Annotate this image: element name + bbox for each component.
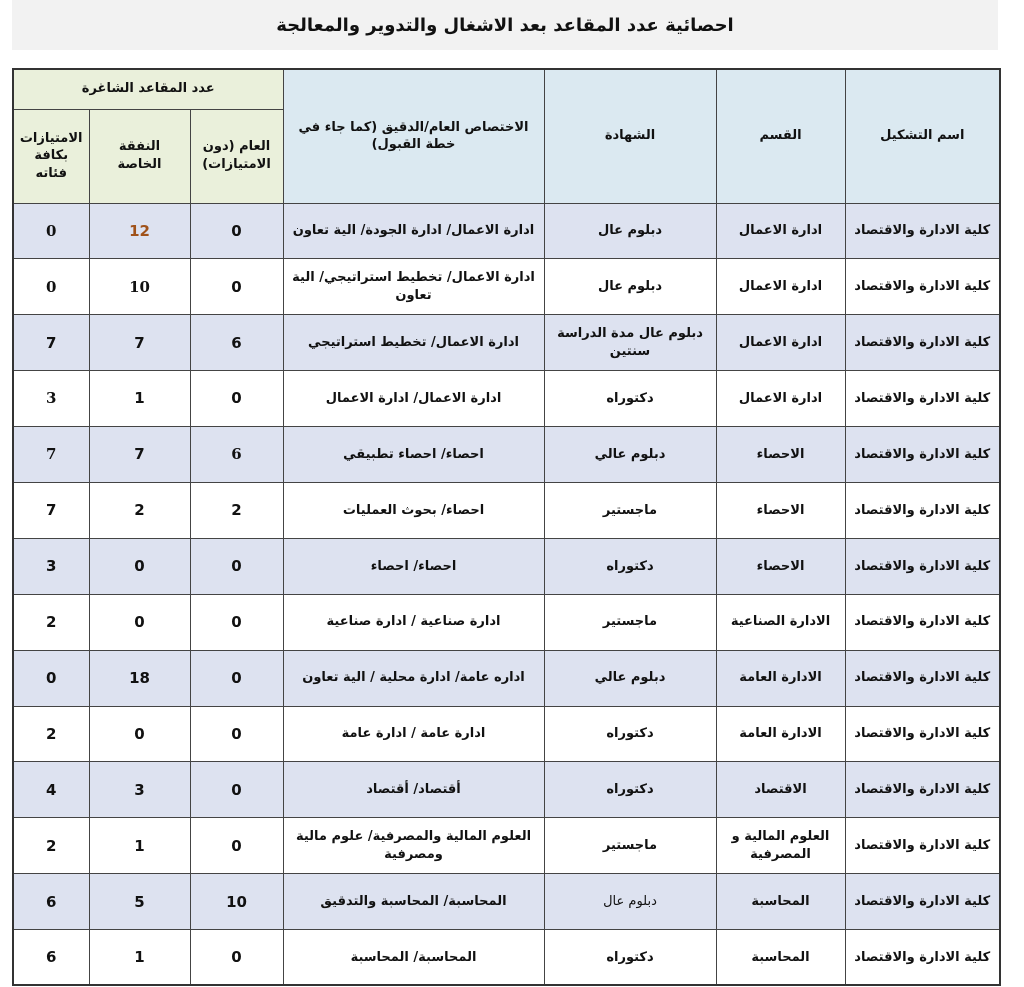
cell-general: 0 [190, 594, 283, 650]
cell-certificate: دكتوراه [544, 930, 716, 986]
cell-specialization: المحاسبة/ المحاسبة والتدقيق [283, 874, 544, 930]
cell-college: كلية الادارة والاقتصاد [845, 203, 1000, 259]
cell-certificate: ماجستير [544, 594, 716, 650]
cell-college: كلية الادارة والاقتصاد [845, 930, 1000, 986]
cell-college: كلية الادارة والاقتصاد [845, 538, 1000, 594]
cell-specialization: احصاء/ احصاء تطبيقي [283, 427, 544, 483]
cell-general: 0 [190, 818, 283, 874]
table-row [13, 818, 1000, 874]
cell-department: ادارة الاعمال [716, 315, 845, 371]
cell-general: 0 [190, 538, 283, 594]
cell-private: 0 [89, 538, 190, 594]
cell-privileges: 3 [13, 538, 89, 594]
cell-private: 0 [89, 706, 190, 762]
cell-specialization: ادارة الاعمال/ تخطيط استراتيجي/ الية تعاون [283, 259, 544, 315]
table-row [13, 427, 1000, 483]
cell-certificate: دبلوم عالي [544, 650, 716, 706]
table-row [13, 203, 1000, 259]
header-vacant-seats: عدد المقاعد الشاغرة [13, 69, 283, 109]
cell-college: كلية الادارة والاقتصاد [845, 874, 1000, 930]
cell-private: 1 [89, 818, 190, 874]
cell-private: 1 [89, 371, 190, 427]
cell-certificate: دكتوراه [544, 538, 716, 594]
cell-privileges: 3 [13, 371, 89, 427]
cell-specialization: احصاء/ احصاء [283, 538, 544, 594]
cell-college: كلية الادارة والاقتصاد [845, 706, 1000, 762]
seats-table [12, 68, 1001, 986]
cell-department: ادارة الاعمال [716, 203, 845, 259]
cell-private: 10 [89, 259, 190, 315]
cell-specialization: اداره عامة/ ادارة محلية / الية تعاون [283, 650, 544, 706]
table-row [13, 371, 1000, 427]
cell-department: الاقتصاد [716, 762, 845, 818]
cell-general: 0 [190, 371, 283, 427]
cell-specialization: أقتصاد/ أقتصاد [283, 762, 544, 818]
cell-general: 0 [190, 650, 283, 706]
cell-privileges: 2 [13, 706, 89, 762]
cell-department: المحاسبة [716, 930, 845, 986]
cell-privileges: 2 [13, 818, 89, 874]
cell-privileges: 0 [13, 259, 89, 315]
cell-general: 6 [190, 427, 283, 483]
table-header [13, 69, 1000, 203]
cell-private: 12 [89, 203, 190, 259]
cell-specialization: ادارة صناعية / ادارة صناعية [283, 594, 544, 650]
cell-general: 0 [190, 762, 283, 818]
cell-privileges: 2 [13, 594, 89, 650]
table-row [13, 259, 1000, 315]
cell-private: 0 [89, 594, 190, 650]
cell-specialization: ادارة الاعمال/ ادارة الاعمال [283, 371, 544, 427]
page-title: احصائية عدد المقاعد بعد الاشغال والتدوير والمعالجة [276, 14, 734, 36]
cell-general: 10 [190, 874, 283, 930]
cell-general: 0 [190, 259, 283, 315]
cell-department: الادارة الصناعية [716, 594, 845, 650]
title-bar [12, 0, 998, 50]
table-row [13, 315, 1000, 371]
table-row [13, 594, 1000, 650]
table-row [13, 538, 1000, 594]
cell-college: كلية الادارة والاقتصاد [845, 427, 1000, 483]
cell-private: 1 [89, 930, 190, 986]
cell-specialization: المحاسبة/ المحاسبة [283, 930, 544, 986]
cell-privileges: 4 [13, 762, 89, 818]
cell-specialization: ادارة الاعمال/ ادارة الجودة/ الية تعاون [283, 203, 544, 259]
cell-college: كلية الادارة والاقتصاد [845, 650, 1000, 706]
cell-private: 7 [89, 315, 190, 371]
cell-certificate: دكتوراه [544, 762, 716, 818]
table-row [13, 874, 1000, 930]
cell-certificate: دكتوراه [544, 371, 716, 427]
header-department: القسم [716, 69, 845, 203]
header-general: العام (دون الامتيازات) [190, 109, 283, 203]
cell-department: الاحصاء [716, 538, 845, 594]
cell-college: كلية الادارة والاقتصاد [845, 482, 1000, 538]
header-privileges: الامتيازات بكافة فئاته [13, 109, 89, 203]
cell-privileges: 6 [13, 874, 89, 930]
header-specialization: الاختصاص العام/الدقيق (كما جاء في خطة القبول) [283, 69, 544, 203]
header-private: النفقة الخاصة [89, 109, 190, 203]
cell-department: ادارة الاعمال [716, 371, 845, 427]
cell-certificate: ماجستير [544, 818, 716, 874]
table-row [13, 650, 1000, 706]
cell-college: كلية الادارة والاقتصاد [845, 762, 1000, 818]
table-row [13, 482, 1000, 538]
table-row [13, 930, 1000, 986]
cell-privileges: 7 [13, 482, 89, 538]
cell-certificate: ماجستير [544, 482, 716, 538]
cell-private: 18 [89, 650, 190, 706]
cell-general: 0 [190, 930, 283, 986]
cell-college: كلية الادارة والاقتصاد [845, 371, 1000, 427]
table-row [13, 762, 1000, 818]
cell-department: الاحصاء [716, 427, 845, 483]
cell-specialization: ادارة الاعمال/ تخطيط استراتيجي [283, 315, 544, 371]
cell-general: 6 [190, 315, 283, 371]
cell-college: كلية الادارة والاقتصاد [845, 818, 1000, 874]
cell-general: 0 [190, 706, 283, 762]
header-certificate: الشهادة [544, 69, 716, 203]
cell-certificate: دبلوم عال مدة الدراسة سنتين [544, 315, 716, 371]
cell-private: 5 [89, 874, 190, 930]
cell-department: الادارة العامة [716, 650, 845, 706]
cell-certificate: دبلوم عالي [544, 427, 716, 483]
cell-specialization: العلوم المالية والمصرفية/ علوم مالية ومصرفية [283, 818, 544, 874]
cell-certificate: دبلوم عال [544, 203, 716, 259]
cell-private: 3 [89, 762, 190, 818]
cell-college: كلية الادارة والاقتصاد [845, 315, 1000, 371]
cell-privileges: 0 [13, 203, 89, 259]
cell-specialization: ادارة عامة / ادارة عامة [283, 706, 544, 762]
cell-certificate: دبلوم عال [544, 874, 716, 930]
cell-general: 0 [190, 203, 283, 259]
cell-department: الاحصاء [716, 482, 845, 538]
table-row [13, 706, 1000, 762]
cell-department: العلوم المالية و المصرفية [716, 818, 845, 874]
cell-private: 7 [89, 427, 190, 483]
cell-department: المحاسبة [716, 874, 845, 930]
cell-private: 2 [89, 482, 190, 538]
cell-department: ادارة الاعمال [716, 259, 845, 315]
cell-college: كلية الادارة والاقتصاد [845, 594, 1000, 650]
table-body [13, 203, 1000, 985]
header-college: اسم التشكيل [845, 69, 1000, 203]
cell-department: الادارة العامة [716, 706, 845, 762]
cell-college: كلية الادارة والاقتصاد [845, 259, 1000, 315]
cell-certificate: دبلوم عال [544, 259, 716, 315]
cell-general: 2 [190, 482, 283, 538]
cell-privileges: 7 [13, 315, 89, 371]
cell-specialization: احصاء/ بحوث العمليات [283, 482, 544, 538]
cell-privileges: 7 [13, 427, 89, 483]
cell-privileges: 6 [13, 930, 89, 986]
cell-privileges: 0 [13, 650, 89, 706]
cell-certificate: دكتوراه [544, 706, 716, 762]
